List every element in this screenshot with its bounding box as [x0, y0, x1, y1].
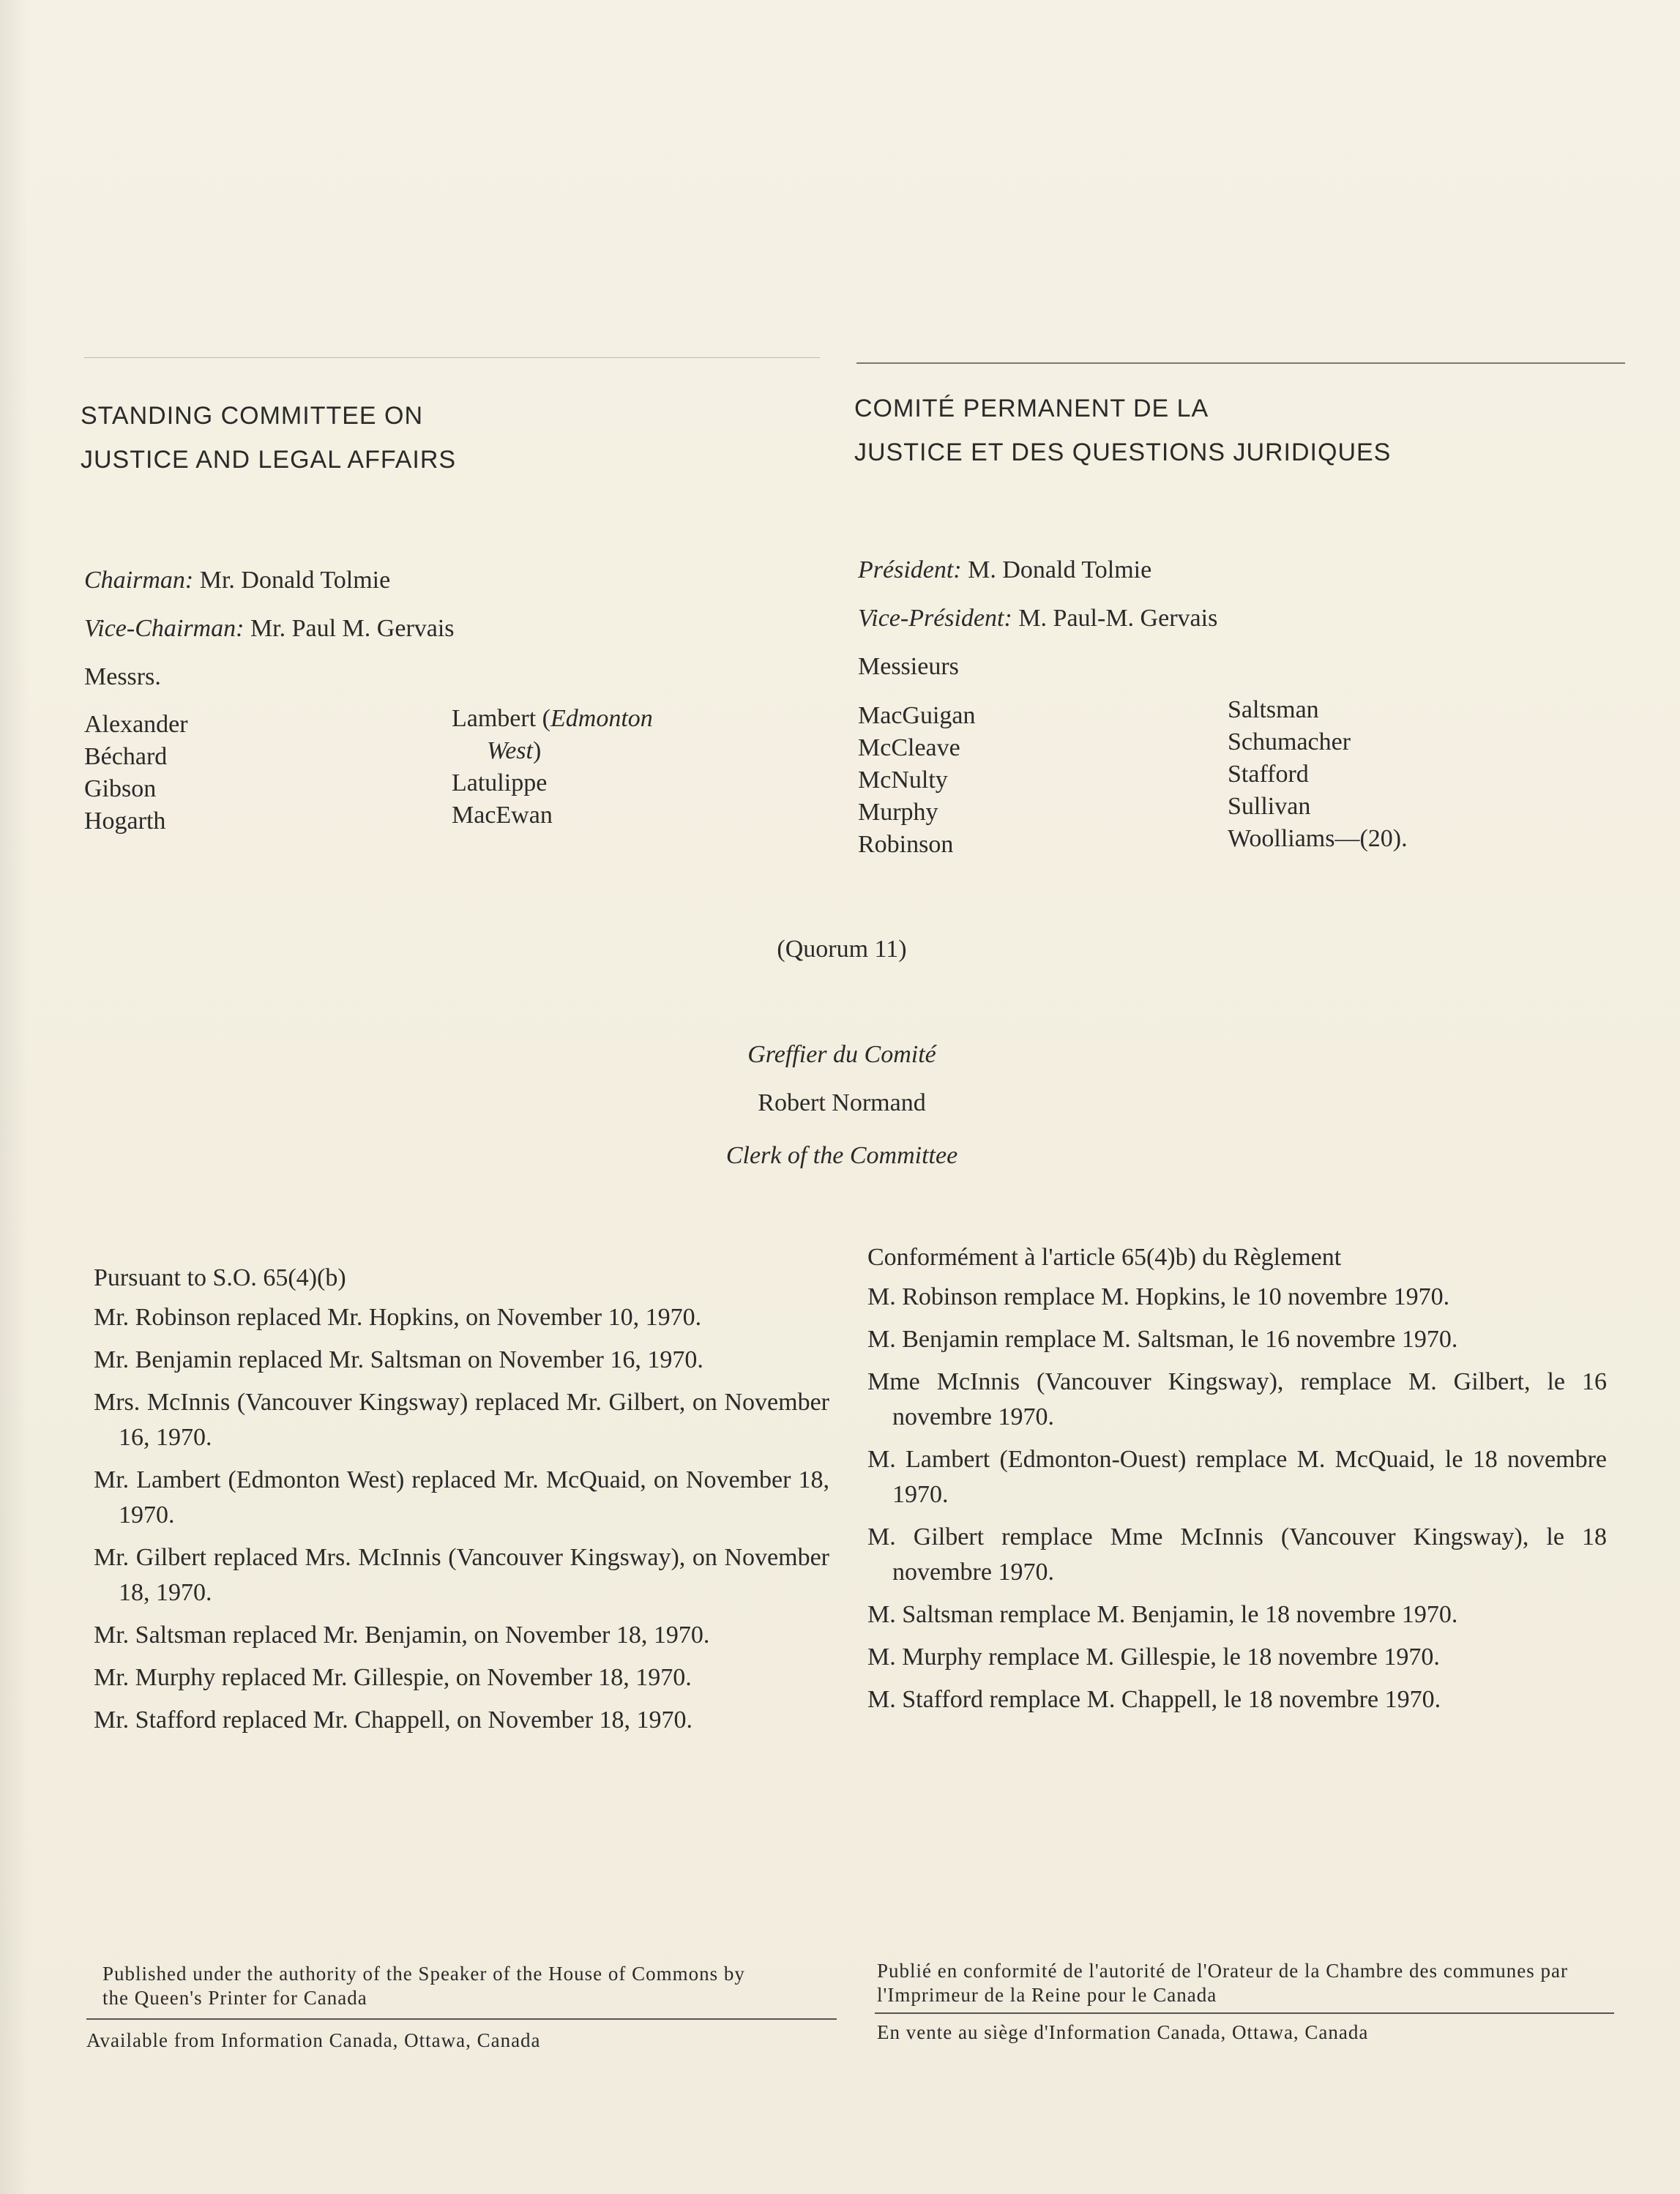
pursuant-line: Pursuant to S.O. 65(4)(b)	[94, 1264, 346, 1291]
footer-rule-right	[875, 2012, 1614, 2014]
substitution-entry: Mr. Saltsman replaced Mr. Benjamin, on November 18, 1970.	[94, 1622, 710, 1649]
right-members-col2	[1228, 694, 1408, 855]
member-name: Latulippe	[452, 769, 548, 796]
member-name: McCleave	[858, 734, 960, 761]
published-notice: Published under the authority of the Speaker of the House of Commons by the Queen's Printer for Canada	[102, 1963, 745, 2009]
right-officers	[858, 546, 1627, 691]
substitution-entry: Mme McInnis (Vancouver Kingsway), remplace M. Gilbert, le 16 novembre 1970.	[867, 1368, 1607, 1430]
substitution-entry: Mrs. McInnis (Vancouver Kingsway) replaced Mr. Gilbert, on November 16, 1970.	[94, 1389, 829, 1451]
right-substitutions	[867, 1240, 1607, 1725]
chairman-line	[84, 556, 816, 605]
member-name: Alexander	[84, 711, 188, 738]
member-name: Robinson	[858, 831, 954, 858]
vice-chairman-name: Mr. Paul M. Gervais	[250, 615, 455, 642]
member-name: Murphy	[858, 799, 938, 826]
right-heading	[854, 387, 1630, 474]
substitution-entry: M. Stafford remplace M. Chappell, le 18 novembre 1970.	[867, 1686, 1441, 1713]
conforme-line: Conformément à l'article 65(4)b) du Règlement	[867, 1244, 1342, 1271]
left-heading-line1: STANDING COMMITTEE ON	[81, 402, 424, 430]
president-label: Président:	[858, 556, 962, 583]
quorum: (Quorum 11)	[777, 936, 907, 963]
substitution-entry: Mr. Robinson replaced Mr. Hopkins, on November 10, 1970.	[94, 1304, 702, 1331]
member-name: MacEwan	[452, 802, 553, 829]
member-name: Béchard	[84, 743, 168, 770]
president-line	[858, 546, 1627, 594]
clerk-title: Clerk of the Committee	[725, 1142, 958, 1169]
vice-president-name: M. Paul-M. Gervais	[1018, 605, 1218, 632]
substitution-entry: M. Robinson remplace M. Hopkins, le 10 novembre 1970.	[867, 1283, 1450, 1310]
member-name: Saltsman	[1228, 696, 1319, 723]
member-name: Woolliams—(20).	[1228, 825, 1408, 852]
left-members-col1	[84, 709, 188, 837]
available-notice: Available from Information Canada, Ottawa, Canada	[86, 2029, 541, 2051]
substitution-entry: M. Saltsman remplace M. Benjamin, le 18 novembre 1970.	[867, 1601, 1458, 1628]
substitution-entry: M. Gilbert remplace Mme McInnis (Vancouver Kingsway), le 18 novembre 1970.	[867, 1523, 1607, 1586]
substitution-entry: M. Lambert (Edmonton-Ouest) remplace M. McQuaid, le 18 novembre 1970.	[867, 1446, 1607, 1508]
president-name: M. Donald Tolmie	[968, 556, 1152, 583]
messieurs-label: Messieurs	[858, 653, 959, 680]
substitution-entry: M. Murphy remplace M. Gillespie, le 18 novembre 1970.	[867, 1643, 1440, 1671]
publie-notice: Publié en conformité de l'autorité de l'Orateur de la Chambre des communes par l'Imprimeur de la Reine pour le Canada	[877, 1960, 1568, 2006]
member-name: Stafford	[1228, 761, 1309, 788]
substitution-entry: Mr. Benjamin replaced Mr. Saltsman on November 16, 1970.	[94, 1346, 703, 1373]
left-heading-line2: JUSTICE AND LEGAL AFFAIRS	[81, 446, 457, 474]
chairman-name: Mr. Donald Tolmie	[199, 567, 391, 594]
vente-notice: En vente au siège d'Information Canada, Ottawa, Canada	[877, 2021, 1369, 2043]
member-name-lambert-cont: West)	[487, 737, 542, 764]
top-rule-left	[84, 357, 820, 358]
footer-rule-left	[86, 2018, 837, 2020]
right-heading-line1: COMITÉ PERMANENT DE LA	[854, 395, 1209, 422]
top-rule-right	[856, 362, 1625, 364]
substitution-entry: Mr. Murphy replaced Mr. Gillespie, on November 18, 1970.	[94, 1664, 692, 1691]
substitution-entry: M. Benjamin remplace M. Saltsman, le 16 novembre 1970.	[867, 1326, 1458, 1353]
chairman-label: Chairman:	[84, 567, 194, 594]
right-heading-line2: JUSTICE ET DES QUESTIONS JURIDIQUES	[854, 439, 1392, 466]
vice-chairman-line	[84, 605, 816, 653]
clerk-name: Robert Normand	[758, 1089, 926, 1116]
member-name: MacGuigan	[858, 702, 976, 729]
member-name: Hogarth	[84, 807, 166, 835]
left-heading	[81, 394, 813, 482]
vice-president-label: Vice-Président:	[858, 605, 1012, 632]
substitution-entry: Mr. Lambert (Edmonton West) replaced Mr. McQuaid, on November 18, 1970.	[94, 1466, 829, 1529]
vice-chairman-label: Vice-Chairman:	[84, 615, 244, 642]
member-name: Schumacher	[1228, 728, 1351, 755]
substitution-entry: Mr. Gilbert replaced Mrs. McInnis (Vancouver Kingsway), on November 18, 1970.	[94, 1544, 829, 1606]
greffier-label: Greffier du Comité	[747, 1041, 936, 1068]
member-name-lambert: Lambert (Edmonton	[452, 705, 653, 732]
left-officers	[84, 556, 816, 701]
right-members-col1	[858, 700, 976, 861]
member-name: Sullivan	[1228, 793, 1311, 820]
vice-president-line	[858, 594, 1627, 643]
member-name: McNulty	[858, 766, 948, 794]
left-substitutions	[94, 1261, 829, 1745]
left-members-col2	[452, 703, 653, 832]
member-name: Gibson	[84, 775, 157, 802]
substitution-entry: Mr. Stafford replaced Mr. Chappell, on November 18, 1970.	[94, 1706, 693, 1734]
messrs-label: Messrs.	[84, 663, 161, 690]
